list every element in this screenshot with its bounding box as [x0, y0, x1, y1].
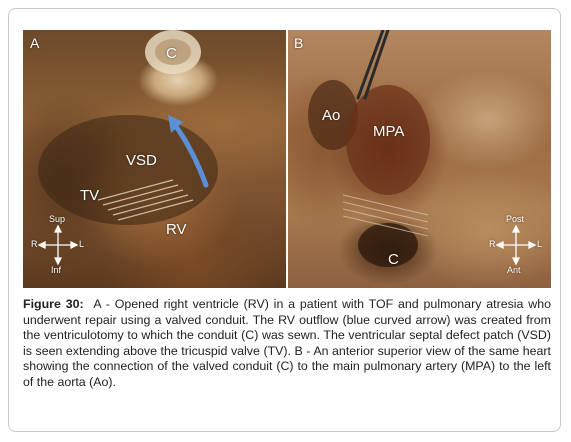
orientation-r: R: [31, 239, 38, 249]
orientation-r-b: R: [489, 239, 496, 249]
label-tv: TV: [80, 187, 100, 204]
panel-b-letter: B: [294, 35, 304, 51]
label-conduit-c: C: [166, 45, 177, 62]
orientation-inf: Inf: [51, 265, 62, 275]
photo-panel-b: [288, 30, 551, 288]
figure-label: Figure 30:: [23, 297, 84, 311]
orientation-compass-a: [39, 226, 77, 264]
caption-text: A - Opened right ventricle (RV) in a patient with TOF and pulmonary atresia who underwent repair using a valved conduit. The RV outflow (blue curved arrow) was created from the ventriculotomy to which the conduit (C) was sewn. The ventricular septal defect patch (VSD) is seen extending above the tricuspid valve (TV). B - An anterior superior view of the same heart showing the connection of the valved conduit (C) to the main pulmonary artery (MPA) to the left of the aorta (Ao).: [23, 297, 551, 389]
photo-panel-a: [23, 30, 286, 288]
label-ao: Ao: [322, 107, 341, 124]
orientation-post: Post: [506, 214, 525, 224]
figure-caption: [23, 297, 551, 391]
label-conduit-c-b: C: [388, 251, 399, 268]
orientation-l-b: L: [537, 239, 543, 249]
orientation-sup: Sup: [49, 214, 66, 224]
label-vsd: VSD: [126, 152, 157, 169]
panel-a-letter: A: [30, 35, 40, 51]
orientation-ant: Ant: [507, 265, 521, 275]
panel-b-drawing: [288, 30, 551, 288]
label-rv: RV: [166, 221, 187, 238]
label-mpa: MPA: [373, 123, 405, 140]
orientation-compass-b: [497, 226, 535, 264]
orientation-l: L: [79, 239, 85, 249]
